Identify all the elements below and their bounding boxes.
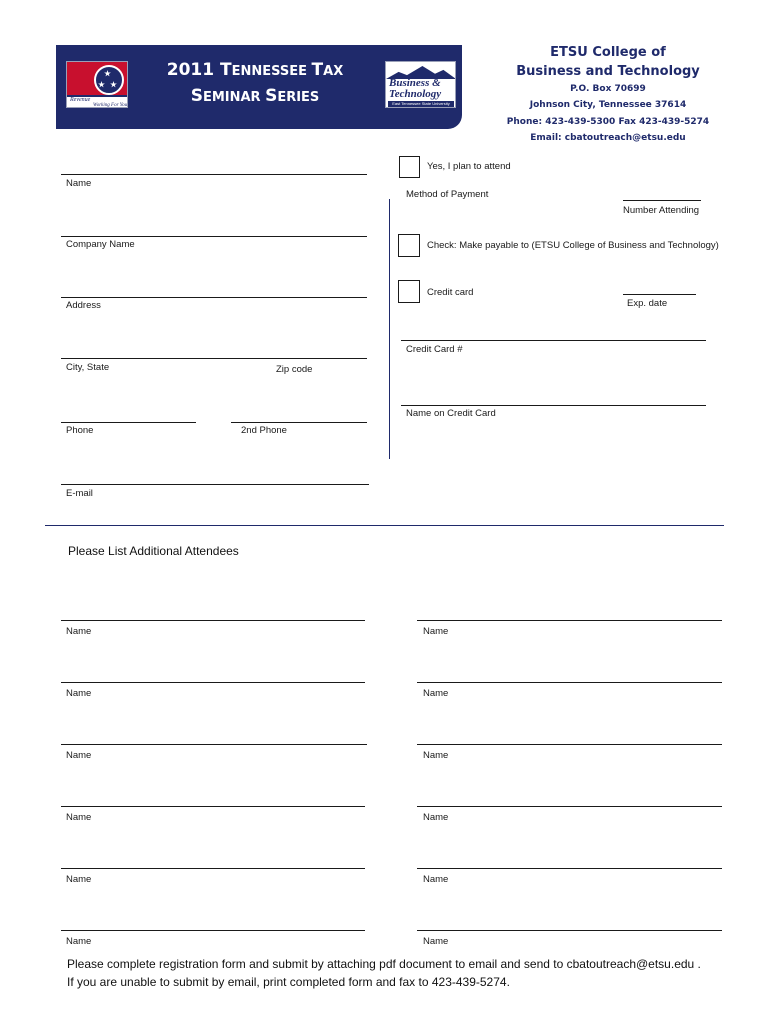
address-field[interactable]: [61, 297, 367, 298]
credit-card-checkbox[interactable]: [398, 280, 420, 303]
phone-fax: Phone: 423-439-5300 Fax 423-439-5274: [506, 117, 710, 127]
po-box: P.O. Box 70699: [570, 84, 646, 94]
business-technology-logo: Business & Technology East Tennessee State University: [385, 61, 456, 108]
attendee-name-label: Name: [66, 812, 92, 823]
check-payment-checkbox[interactable]: [398, 234, 420, 257]
page-title-line2: SEMINAR SERIES: [190, 86, 320, 106]
footer-instructions-line2: If you are unable to submit by email, print completed form and fax to 423-439-5274.: [67, 975, 510, 989]
attendee-name-field[interactable]: [61, 868, 365, 869]
contact-email: Email: cbatoutreach@etsu.edu: [530, 133, 686, 143]
credit-card-number-label: Credit Card #: [406, 344, 463, 355]
method-of-payment-label: Method of Payment: [406, 189, 489, 200]
additional-attendees-heading: Please List Additional Attendees: [68, 544, 239, 558]
attendee-name-label: Name: [423, 874, 449, 885]
phone-label: Phone: [66, 425, 94, 436]
city-state-label: City, State: [66, 362, 110, 373]
city-state-zip-field[interactable]: [61, 358, 367, 359]
page-title-line1: 2011 TENNESSEE TAX: [166, 60, 344, 80]
attendee-name-field[interactable]: [417, 682, 722, 683]
attendee-name-label: Name: [423, 936, 449, 947]
company-name-label: Company Name: [66, 239, 135, 250]
attendee-name-field[interactable]: [61, 806, 365, 807]
attendee-name-label: Name: [66, 750, 92, 761]
name-on-card-field[interactable]: [401, 405, 706, 406]
attendee-name-field[interactable]: [61, 744, 367, 745]
second-phone-label: 2nd Phone: [241, 425, 287, 436]
column-divider: [389, 199, 390, 459]
address-label: Address: [66, 300, 101, 311]
attendee-name-label: Name: [66, 688, 92, 699]
attendee-name-field[interactable]: [417, 620, 722, 621]
credit-card-number-field[interactable]: [401, 340, 706, 341]
zip-code-label: Zip code: [276, 364, 313, 375]
company-name-field[interactable]: [61, 236, 367, 237]
email-field[interactable]: [61, 484, 369, 485]
org-name-line2: Business and Technology: [516, 64, 700, 79]
attendee-name-label: Name: [66, 626, 92, 637]
attendee-name-label: Name: [66, 936, 92, 947]
attendee-name-label: Name: [423, 688, 449, 699]
section-divider: [45, 525, 724, 526]
seal-motto: Revenue: [70, 97, 91, 103]
attendee-name-field[interactable]: [417, 806, 722, 807]
number-attending-label: Number Attending: [623, 205, 700, 216]
number-attending-field[interactable]: [623, 200, 701, 201]
attendee-name-label: Name: [423, 812, 449, 823]
name-label: Name: [66, 178, 92, 189]
email-label: E-mail: [66, 488, 93, 499]
attend-label: Yes, I plan to attend: [427, 161, 511, 172]
attendee-name-field[interactable]: [61, 930, 365, 931]
attendee-name-field[interactable]: [417, 744, 722, 745]
attendee-name-field[interactable]: [61, 682, 365, 683]
attendee-name-field[interactable]: [61, 620, 365, 621]
name-field[interactable]: [61, 174, 367, 175]
attendee-name-label: Name: [66, 874, 92, 885]
seal-motto-sub: Working For You: [93, 103, 128, 108]
attend-checkbox[interactable]: [399, 156, 420, 178]
attendee-name-field[interactable]: [417, 868, 722, 869]
attendee-name-label: Name: [423, 626, 449, 637]
exp-date-label: Exp. date: [627, 298, 668, 309]
credit-card-label: Credit card: [427, 287, 474, 298]
city-address: Johnson City, Tennessee 37614: [529, 100, 687, 110]
check-payment-label: Check: Make payable to (ETSU College of Business and Technology): [427, 240, 719, 251]
tennessee-revenue-seal-logo: [66, 61, 128, 108]
second-phone-field[interactable]: [231, 422, 367, 423]
attendee-name-label: Name: [423, 750, 449, 761]
org-name-line1: ETSU College of: [550, 45, 666, 60]
exp-date-field[interactable]: [623, 294, 696, 295]
phone-field[interactable]: [61, 422, 196, 423]
name-on-card-label: Name on Credit Card: [406, 408, 496, 419]
footer-instructions-line1: Please complete registration form and submit by attaching pdf document to email and send to cbatoutreach@etsu.edu .: [67, 957, 701, 971]
attendee-name-field[interactable]: [417, 930, 722, 931]
